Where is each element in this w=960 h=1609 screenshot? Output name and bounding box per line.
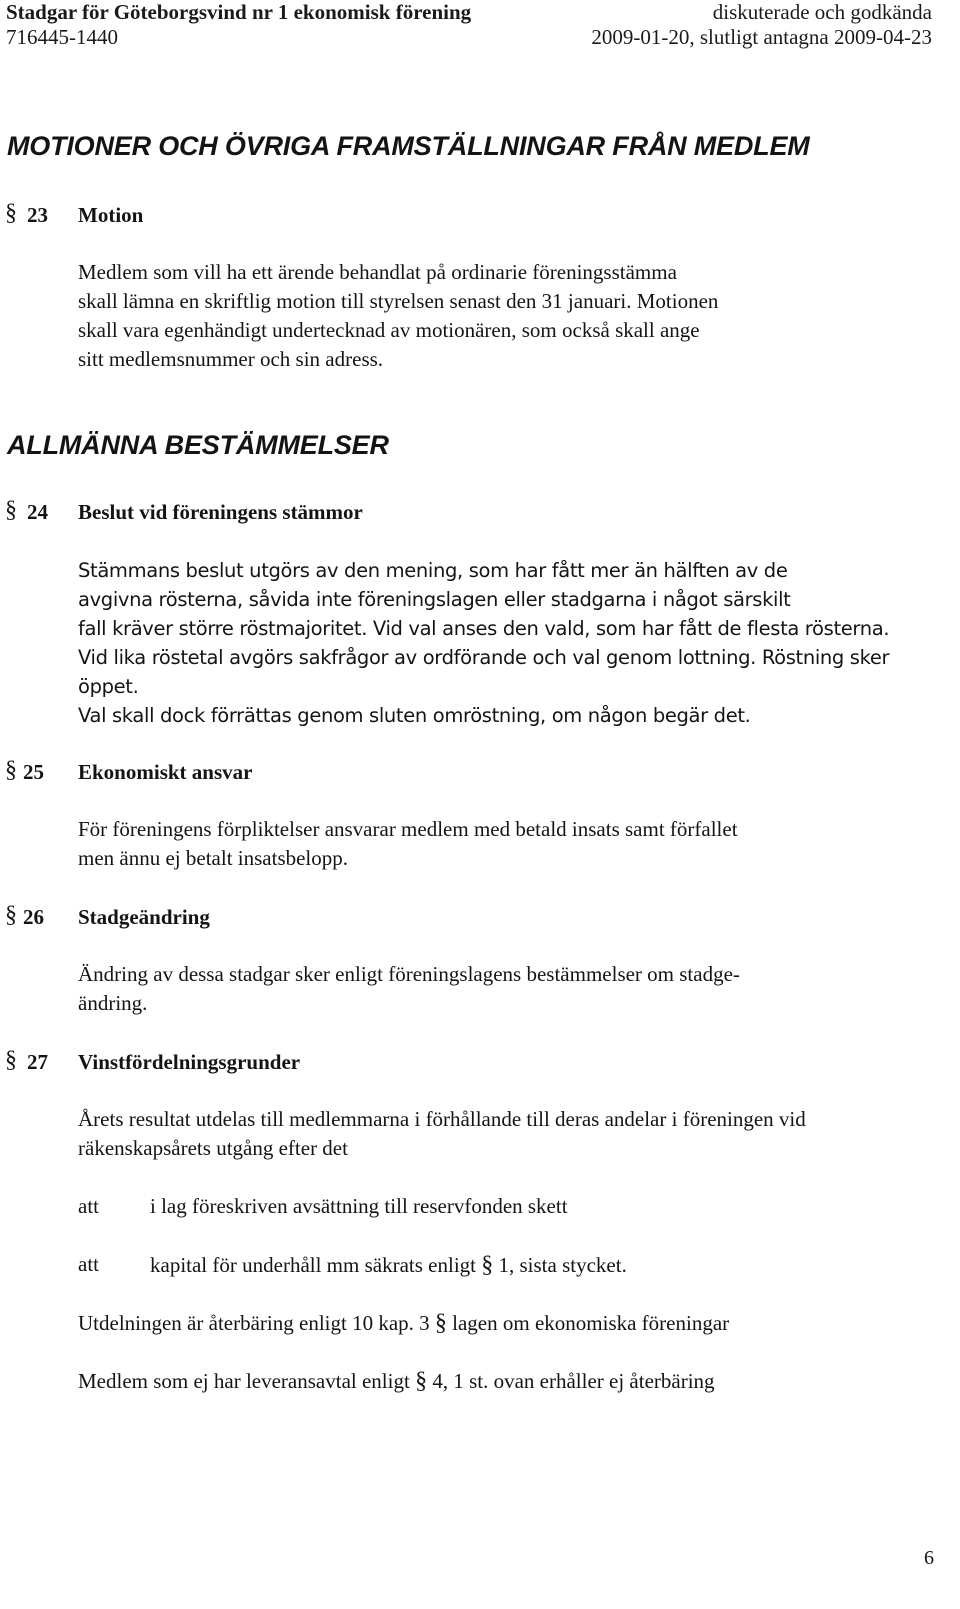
organization-number: 716445-1440 <box>6 25 118 49</box>
closing-text-part: Utdelningen är återbäring enligt 10 kap. 3 <box>78 1311 435 1335</box>
body-line: Val skall dock förrättas genom sluten omröstning, om någon begär det. <box>78 704 751 727</box>
body-line: skall vara egenhändigt undertecknad av motionären, som också skall ange <box>78 318 700 342</box>
list-item-label: att <box>78 1194 99 1218</box>
paragraph-body <box>78 960 740 1018</box>
paragraph-number: 24 <box>27 500 48 524</box>
page-number: 6 <box>924 1547 934 1569</box>
paragraph-title: Beslut vid föreningens stämmor <box>78 500 363 524</box>
paragraph-body <box>78 258 718 374</box>
closing-line <box>78 1368 715 1395</box>
section-heading-allmanna: ALLMÄNNA BESTÄMMELSER <box>7 430 389 460</box>
body-line: avgivna rösterna, såvida inte föreningslagen eller stadgarna i något särskilt <box>78 588 791 611</box>
list-item-text <box>150 1252 627 1279</box>
paragraph-symbol-icon: § <box>481 1252 494 1278</box>
paragraph-title: Stadgeändring <box>78 905 210 929</box>
paragraph-symbol-icon: § <box>5 200 17 226</box>
closing-line <box>78 1310 729 1337</box>
paragraph-number: 23 <box>27 203 48 227</box>
list-item-label: att <box>78 1252 99 1276</box>
paragraph-symbol-icon: § <box>434 1310 447 1336</box>
section-heading-motioner: MOTIONER OCH ÖVRIGA FRAMSTÄLLNINGAR FRÅN MEDLEM <box>7 131 810 161</box>
paragraph-symbol-icon: § <box>5 1047 17 1073</box>
paragraph-number: 27 <box>27 1050 48 1074</box>
list-item-text-part: kapital för underhåll mm säkrats enligt <box>150 1253 482 1277</box>
body-line: Årets resultat utdelas till medlemmarna i förhållande till deras andelar i föreningen vid <box>78 1107 806 1131</box>
paragraph-title: Ekonomiskt ansvar <box>78 760 253 784</box>
body-line: Ändring av dessa stadgar sker enligt föreningslagens bestämmelser om stadge- <box>78 962 740 986</box>
paragraph-number: 25 <box>23 760 44 784</box>
approval-status: diskuterade och godkända <box>712 0 932 24</box>
list-item-text: i lag föreskriven avsättning till reservfonden skett <box>150 1194 568 1218</box>
paragraph-body <box>78 1105 806 1163</box>
document-dates: 2009-01-20, slutligt antagna 2009-04-23 <box>591 25 932 49</box>
paragraph-title: Motion <box>78 203 144 227</box>
body-line: ändring. <box>78 991 148 1015</box>
paragraph-title: Vinstfördelningsgrunder <box>78 1050 301 1074</box>
body-line: men ännu ej betalt insatsbelopp. <box>78 846 349 870</box>
paragraph-body <box>78 815 738 873</box>
body-line: fall kräver större röstmajoritet. Vid val anses den vald, som har fått de flesta rösterna. <box>78 617 890 640</box>
paragraph-number: 26 <box>23 905 44 929</box>
closing-text-part: lagen om ekonomiska föreningar <box>446 1311 730 1335</box>
document-title: Stadgar för Göteborgsvind nr 1 ekonomisk förening <box>6 0 472 24</box>
body-line: skall lämna en skriftlig motion till styrelsen senast den 31 januari. Motionen <box>78 289 719 313</box>
body-line: räkenskapsårets utgång efter det <box>78 1136 348 1160</box>
body-line: För föreningens förpliktelser ansvarar medlem med betald insats samt förfallet <box>78 817 738 841</box>
closing-text-part: 4, 1 st. ovan erhåller ej återbäring <box>427 1369 715 1393</box>
body-line: Stämmans beslut utgörs av den mening, som har fått mer än hälften av de <box>78 559 788 582</box>
body-line: Medlem som vill ha ett ärende behandlat på ordinarie föreningsstämma <box>78 260 677 284</box>
body-line: öppet. <box>78 675 139 698</box>
list-item-text-part: 1, sista stycket. <box>493 1253 627 1277</box>
paragraph-symbol-icon: § <box>5 497 17 523</box>
paragraph-symbol-icon: § <box>5 902 17 928</box>
body-line: sitt medlemsnummer och sin adress. <box>78 347 384 371</box>
paragraph-body <box>78 556 889 730</box>
paragraph-symbol-icon: § <box>5 757 17 783</box>
closing-text-part: Medlem som ej har leveransavtal enligt <box>78 1369 416 1393</box>
body-line: Vid lika röstetal avgörs sakfrågor av ordförande och val genom lottning. Röstning sker <box>78 646 890 669</box>
paragraph-symbol-icon: § <box>415 1368 428 1394</box>
